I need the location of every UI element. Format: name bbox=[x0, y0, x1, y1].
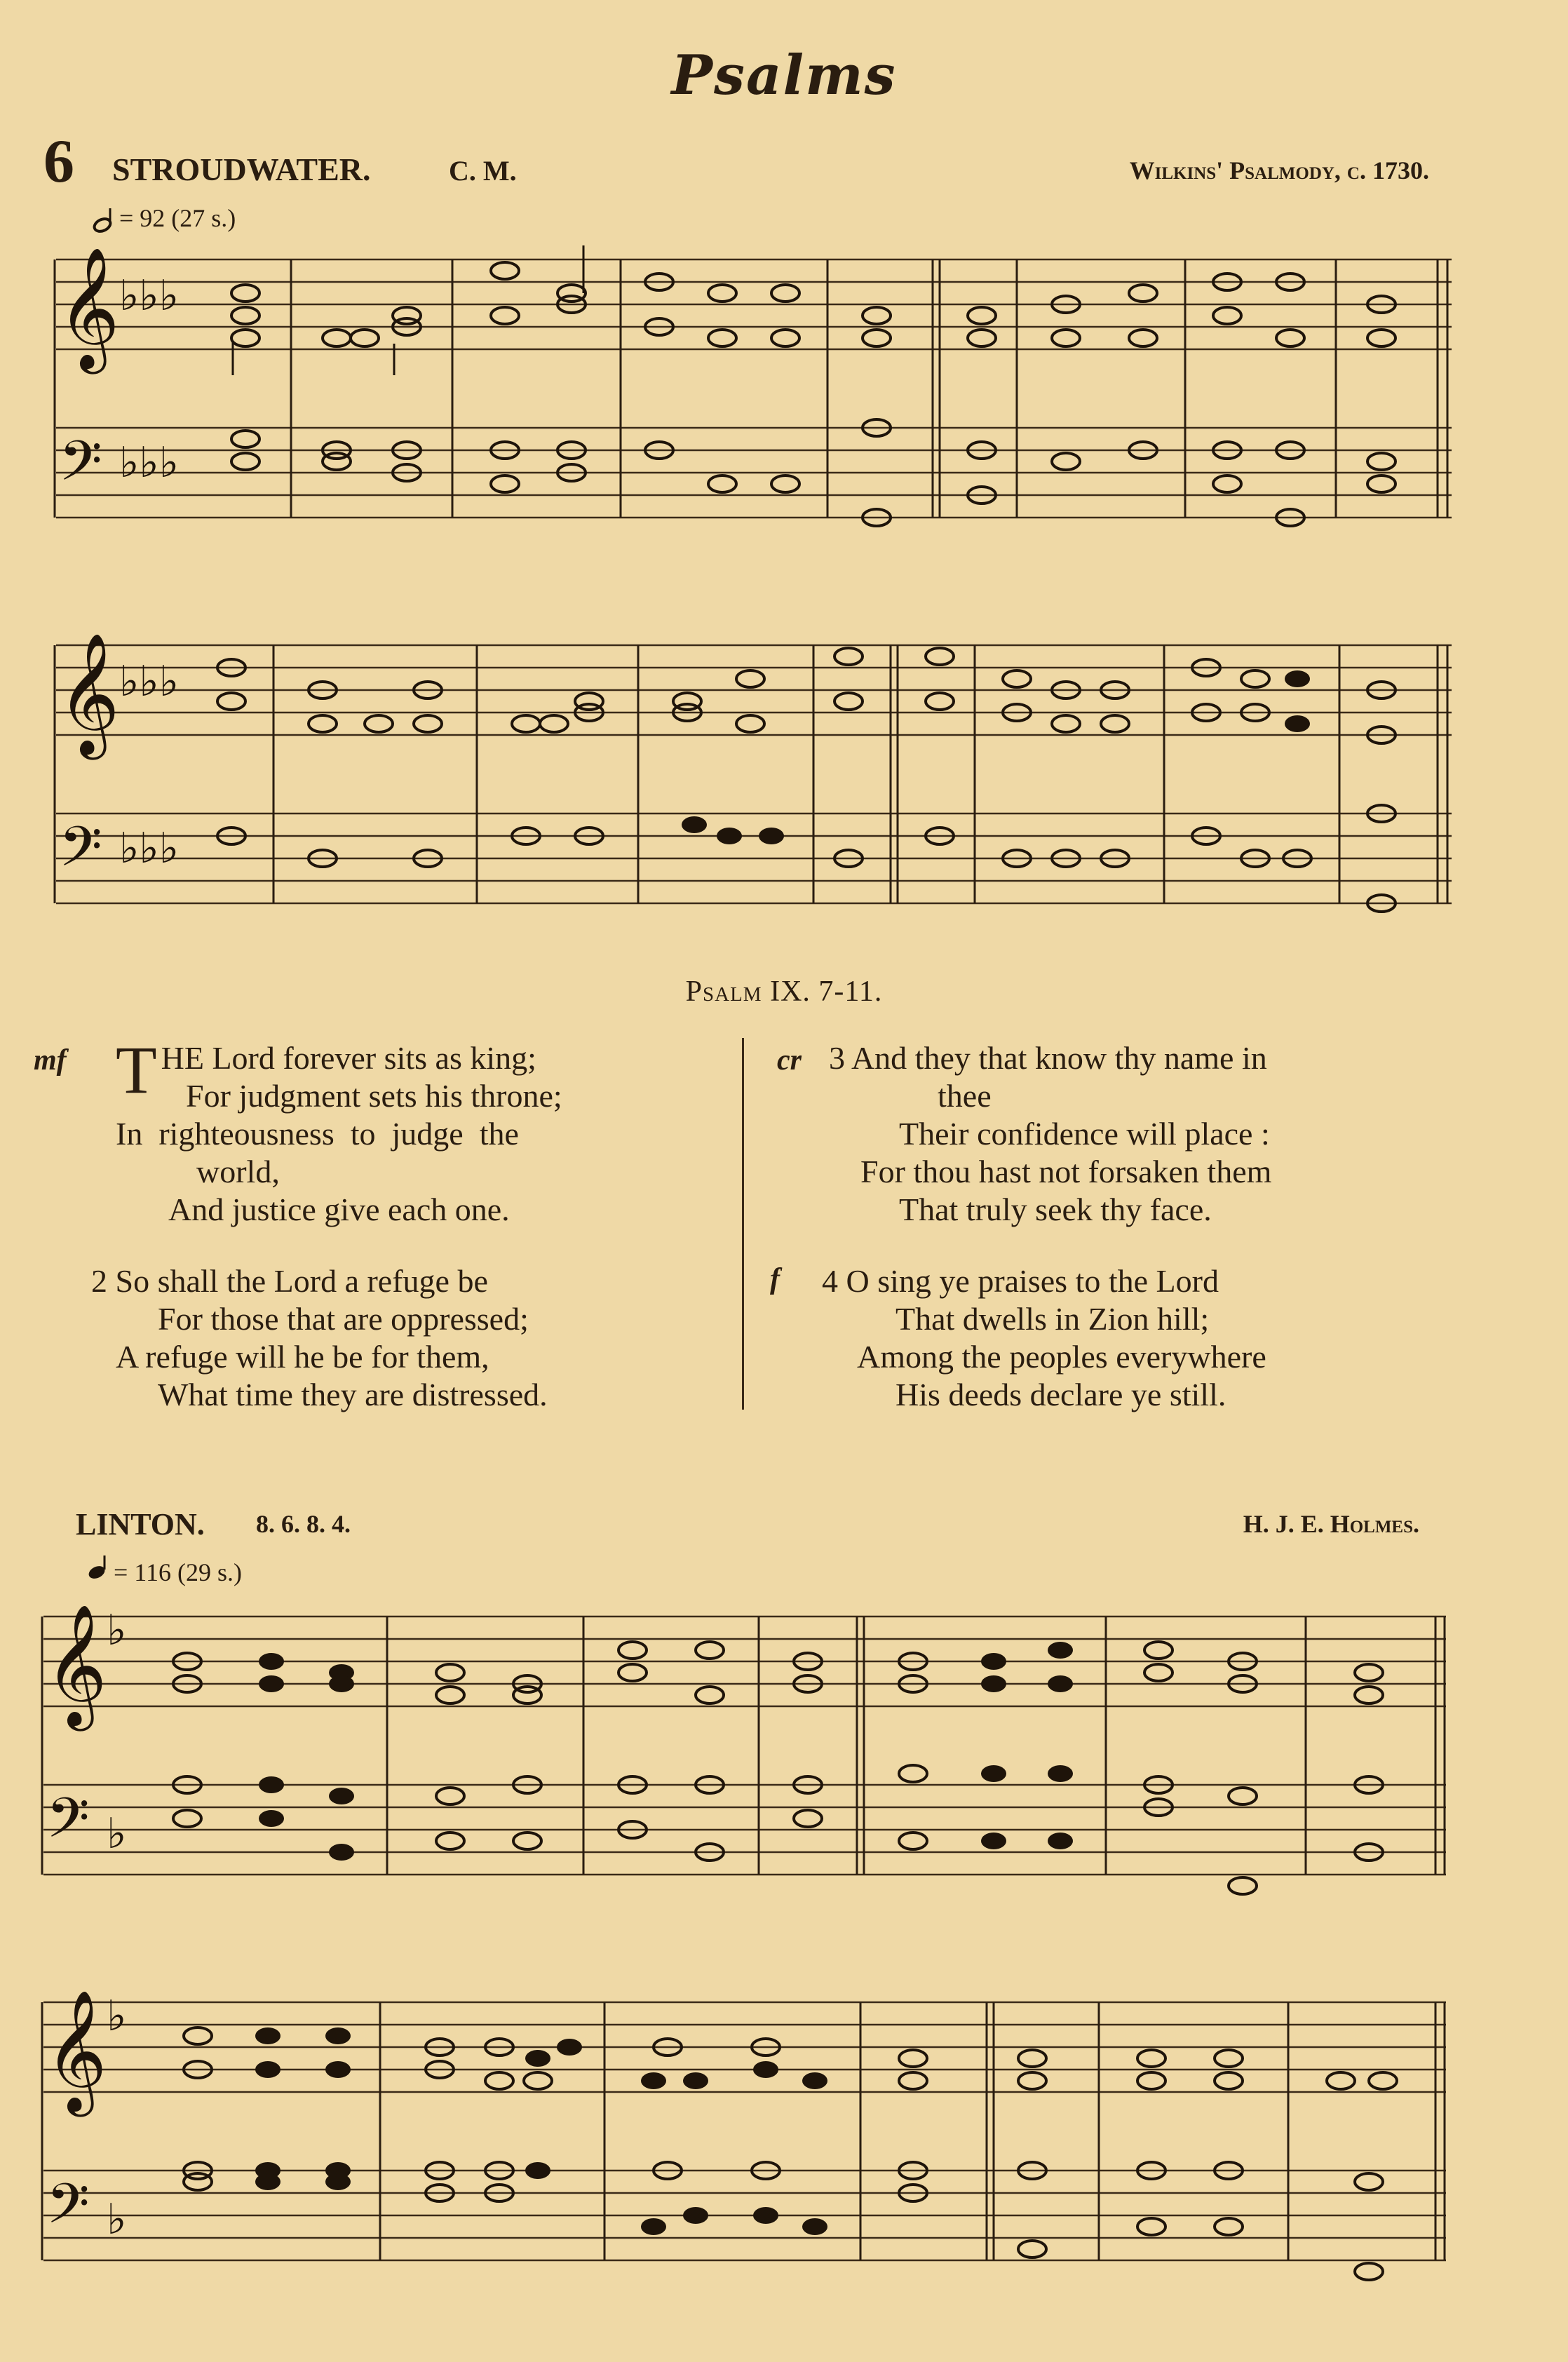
svg-text:♭: ♭ bbox=[107, 1992, 127, 2041]
dynamic-mark: mf bbox=[34, 1044, 67, 1077]
svg-text:♭♭♭: ♭♭♭ bbox=[119, 438, 179, 487]
composer-credit: Wilkins' Psalmody, c. 1730. bbox=[1129, 156, 1429, 184]
bass-staff bbox=[43, 1785, 1446, 1875]
drop-cap: T bbox=[116, 1032, 157, 1107]
barlines bbox=[291, 259, 1447, 518]
svg-text:♭: ♭ bbox=[107, 1809, 127, 1858]
dynamic-mark: cr bbox=[777, 1044, 802, 1077]
bass-clef-icon: 𝄢 bbox=[59, 814, 102, 893]
column-divider bbox=[742, 1038, 744, 1410]
composer-credit: H. J. E. Holmes. bbox=[1243, 1510, 1419, 1538]
stanza-2 bbox=[91, 1262, 722, 1414]
stanza-4 bbox=[822, 1262, 1474, 1414]
verse-line: thee bbox=[938, 1078, 992, 1114]
svg-text:♭♭♭: ♭♭♭ bbox=[119, 271, 179, 320]
treble-staff bbox=[56, 259, 1452, 349]
bass-staff bbox=[56, 428, 1452, 518]
treble-clef-icon: 𝄞 bbox=[45, 1604, 107, 1726]
verse-line: And justice give each one. bbox=[168, 1192, 510, 1227]
music-system-1 bbox=[49, 245, 1459, 540]
bass-clef-icon: 𝄢 bbox=[46, 2171, 90, 2250]
treble-clef-icon: 𝄞 bbox=[58, 633, 120, 755]
quarter-note-icon bbox=[86, 1555, 114, 1581]
stanza-1 bbox=[116, 1032, 719, 1229]
verse-line: What time they are distressed. bbox=[158, 1377, 548, 1412]
verse-line: Among the peoples everywhere bbox=[857, 1339, 1266, 1375]
verse-line: That dwells in Zion hill; bbox=[895, 1301, 1210, 1337]
verse-line: For thou hast not forsaken them bbox=[860, 1154, 1272, 1189]
notes bbox=[184, 2027, 1397, 2280]
page-title: Psalms bbox=[671, 43, 897, 107]
verse-line: That truly seek thy face. bbox=[899, 1192, 1212, 1227]
verse-line: 4 O sing ye praises to the Lord bbox=[822, 1263, 1219, 1299]
bass-clef-icon: 𝄢 bbox=[46, 1786, 90, 1864]
music-system-3 bbox=[36, 1602, 1460, 1897]
barlines bbox=[380, 2002, 1445, 2260]
treble-clef-icon: 𝄞 bbox=[58, 247, 120, 369]
bass-staff bbox=[43, 2171, 1446, 2260]
verse-line: His deeds declare ye still. bbox=[895, 1377, 1226, 1412]
music-system-2 bbox=[49, 631, 1459, 926]
meter: C. M. bbox=[449, 155, 517, 187]
svg-text:♭: ♭ bbox=[107, 1606, 127, 1655]
verse-line: In righteousness to judge the bbox=[116, 1116, 519, 1152]
verse-line: A refuge will he be for them, bbox=[116, 1339, 489, 1375]
treble-clef-icon: 𝄞 bbox=[45, 1990, 107, 2112]
svg-text:♭♭♭: ♭♭♭ bbox=[119, 657, 179, 706]
half-note-icon bbox=[91, 208, 119, 234]
tempo-marking bbox=[91, 203, 236, 234]
svg-text:♭♭♭: ♭♭♭ bbox=[119, 824, 179, 873]
verse-line: world, bbox=[196, 1154, 280, 1189]
barlines bbox=[387, 1617, 1445, 1875]
verse-line: 3 And they that know thy name in bbox=[829, 1040, 1267, 1076]
verse-line: For judgment sets his throne; bbox=[186, 1078, 562, 1114]
dynamic-mark: f bbox=[770, 1263, 780, 1295]
verse-line: For those that are oppressed; bbox=[158, 1301, 529, 1337]
tempo-text: = 116 (29 s.) bbox=[114, 1558, 242, 1586]
tune-name: STROUDWATER. bbox=[112, 151, 371, 187]
treble-staff bbox=[43, 1617, 1446, 1706]
bass-clef-icon: 𝄢 bbox=[59, 428, 102, 507]
svg-text:♭: ♭ bbox=[107, 2195, 127, 2244]
treble-staff bbox=[43, 2002, 1446, 2092]
treble-staff bbox=[56, 645, 1452, 735]
notes bbox=[217, 648, 1395, 912]
notes bbox=[231, 245, 1395, 526]
tune-name: LINTON. bbox=[76, 1507, 205, 1541]
verse-line: HE Lord forever sits as king; bbox=[161, 1040, 536, 1076]
stanza-3 bbox=[829, 1039, 1474, 1229]
psalm-reference: Psalm IX. 7-11. bbox=[685, 976, 883, 1008]
music-system-4 bbox=[36, 1988, 1460, 2283]
verse-line: 2 So shall the Lord a refuge be bbox=[91, 1263, 488, 1299]
notes bbox=[173, 1642, 1383, 1894]
tempo-text: = 92 (27 s.) bbox=[119, 204, 236, 232]
verse-line: Their confidence will place : bbox=[899, 1116, 1270, 1152]
tempo-marking bbox=[86, 1555, 242, 1587]
meter: 8. 6. 8. 4. bbox=[256, 1510, 351, 1538]
hymn-number: 6 bbox=[43, 128, 74, 196]
